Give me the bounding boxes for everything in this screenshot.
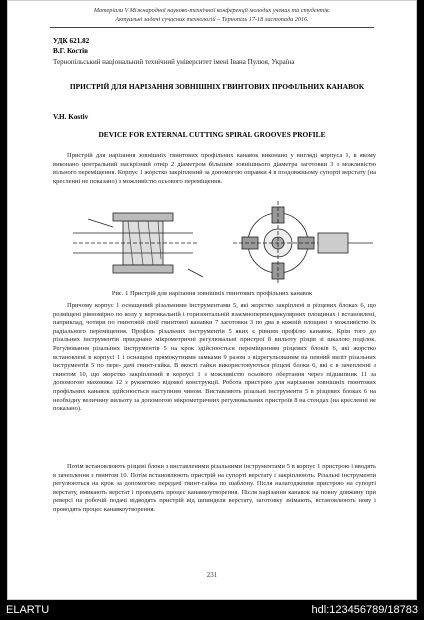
paragraph-3: Потім встановлюють різцеві блоки з виставленими різальними інструментами 5 в корпус 1 пристрою і вводять в зачеплення з гвинтом 10. Потім встановлюють пристрій на супорті верстату і закріплюють. Різальні інструменти регулюються на крок за допомогою передачі гвинт-гайка по шаблону. Після налагодження пристрою на супорті верстату, вмикають верстат і проводять процес канавкоутворення. Після нарізання канавок на повну довжину при реверсі на робочій подачі відводять пристрій від шпинделя верстату, заготовку знімають, встановлюють нову і проводять процес канавкоутворення. (53, 463, 376, 513)
handle-identifier: hdl:123456789/18783 (311, 604, 418, 616)
conference-header-line2: Актуальні задачі сучасних технологій – Тернопіль 17-18 листопада 2016. (115, 16, 309, 23)
figure-caption: Рис. 1 Пристрій для нарізання зовнішніх гвинтових профільних канавок (111, 290, 313, 297)
author-name-en: V.H. Kostiv (53, 113, 89, 121)
technical-drawing-figure (53, 199, 383, 287)
repository-label: ELARTU (6, 604, 50, 616)
paragraph-1: Пристрій для нарізання зовнішніх гвинтових профільних канавок виконано у вигляді корпуса 1, в якому виконано центральний наскрізний отвір 2 діаметром більшим зовнішнього діаметра заготовки 3 з можливістю вільного переміщення. Корпус 1 жорстко закріплений за допомогою оправки 4 в поздовжньому супорті верстату (на кресленні не показано) з можливістю осьового переміщення. (53, 152, 376, 185)
author-affiliation: Тернопільський національний технічний університет імені Івана Пулюя, Україна (53, 58, 295, 66)
page-number: 231 (206, 571, 218, 579)
document-page (7, 0, 417, 600)
udc-code: УДК 621.82 (53, 37, 90, 45)
conference-header-line1: Матеріали V Міжнародної науково-технічної конференції молодих учених та студентів. (93, 7, 331, 14)
header-rule (50, 27, 374, 28)
paragraph-2: Причому корпус 1 оснащений різальними інструментами 5, які жорстко закріплені в різцевих блоках 6, що розміщені рівномірно по колу у вертикальній і горизонтальній взаємноперпендикулярних площинах і встановлені, наприклад, чотири по гвинтовій лінії гвинтової канавки 7 заготовки 3 по два в кожній площині з можливістю їх радіального переміщення. Профіль різальних інструментів 5 яких є рівним профілю канавок. Крім того до різальних інструментів приєднано мікрометричні регулювальні пристрої 8 вильоту різців зі шкалою поділок. Регулювання різальних інструментів 5 на крок здійснюється переміщенням різцевих блоків 6, які жорстко встановлені в корпусі 1 і оснащені прямокутними замками 9 разом з відрегульованим на певний виліт різальних інструментів 5 по пере- дачі гвинт-гайка. В якості гайки використовуються різцеві блоки 6, які є в зачепленні з гвинтом 10, що жорстко закріплений в корпусі 1 з можливістю осьового обертання через підшипник 11 за допомогою маховика 12 з рукояткою відомої конструкції. Робота пристрою для нарізання зовнішніх гвинтових профільних канавок здійснюється наступним чином. Виставляють різальні інструменти 5 в різцевих блоках 6 на необхідну величину вильоту за допомогою мікрометричних регулювальних пристроїв 8 на стендах (на кресленні не показано). (53, 302, 376, 413)
paper-title: ПРИСТРІЙ ДЛЯ НАРІЗАННЯ ЗОВНІШНІХ ГВИНТОВИХ ПРОФІЛЬНИХ КАНАВОК (69, 82, 365, 91)
author-name: В.Г. Костів (53, 47, 88, 55)
paper-title-en: DEVICE FOR EXTERNAL CUTTING SPIRAL GROOVES PROFILE (98, 130, 326, 139)
